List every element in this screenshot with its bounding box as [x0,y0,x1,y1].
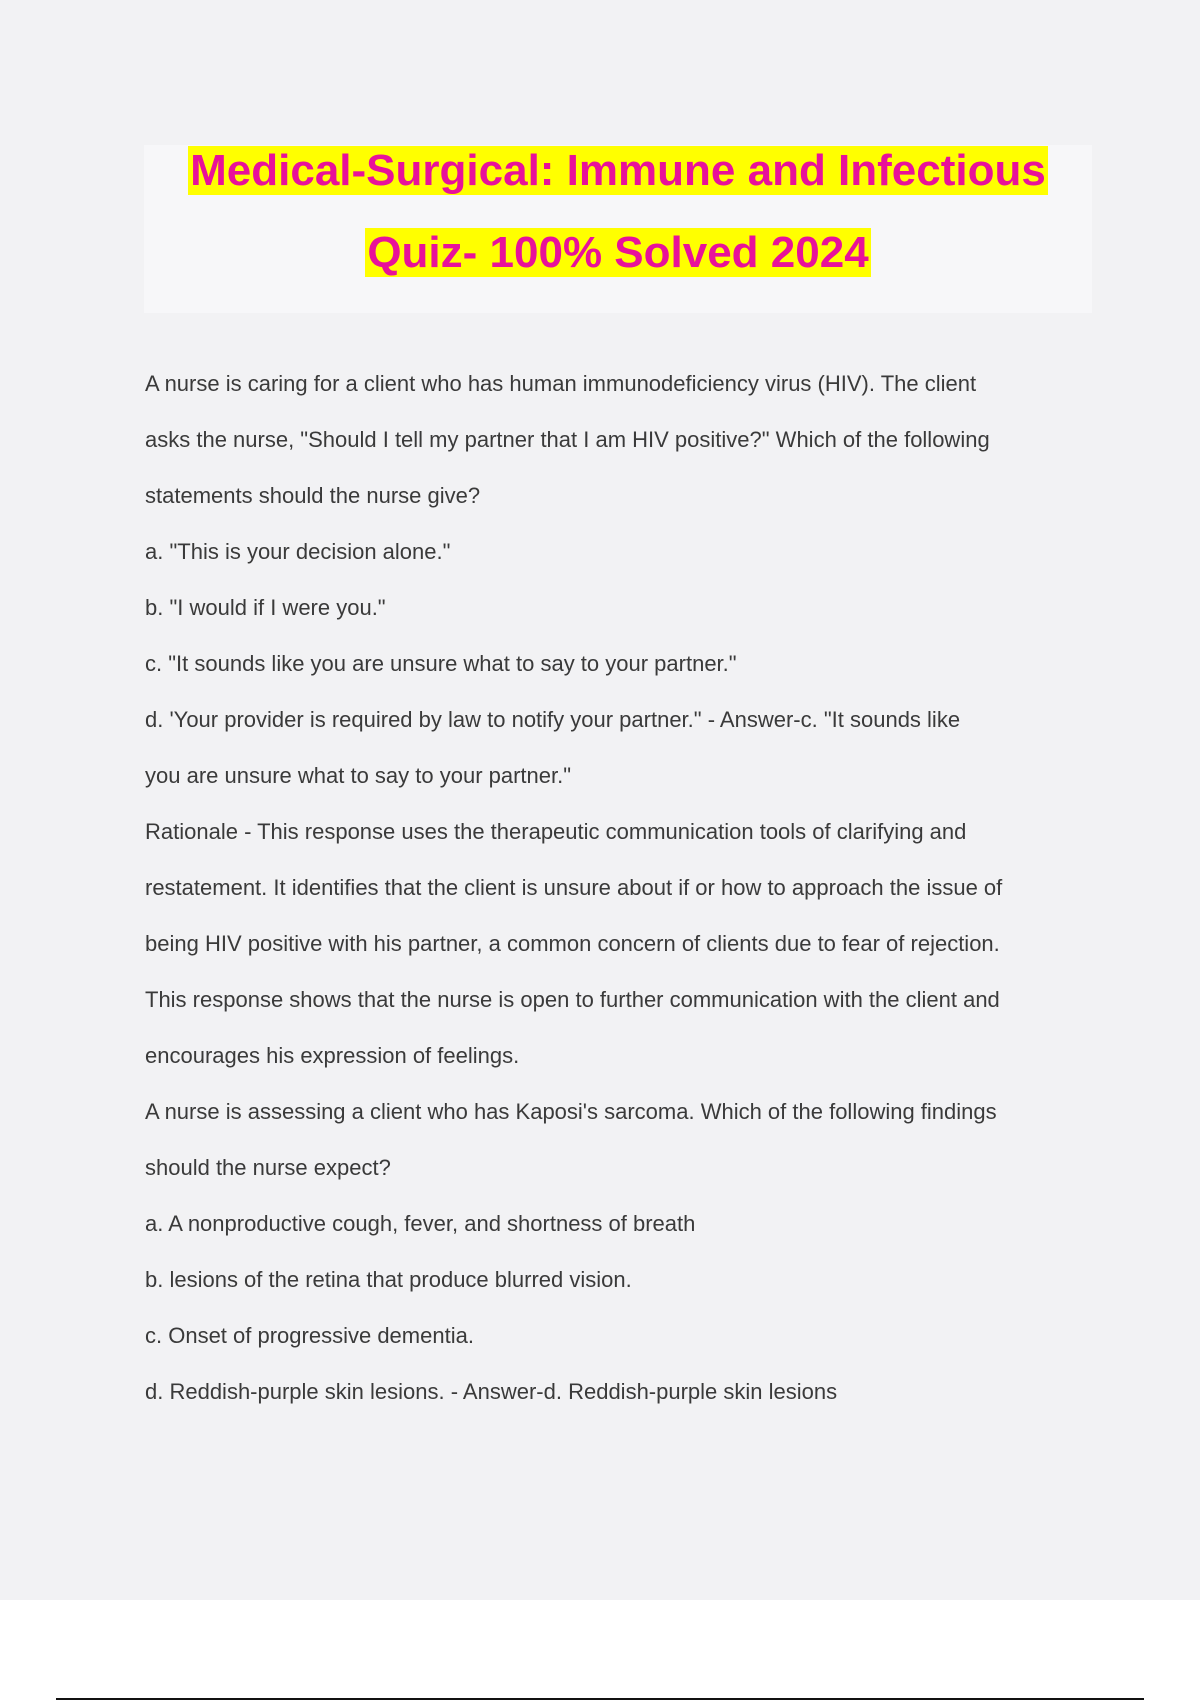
option-line: b. "I would if I were you." [145,595,386,620]
rationale-line: Rationale - This response uses the therapeutic communication tools of clarifying and [145,819,967,844]
body-line: asks the nurse, "Should I tell my partner that I am HIV positive?" Which of the following [145,427,990,452]
answer-line: you are unsure what to say to your partner." [145,763,572,788]
option-line: d. Reddish-purple skin lesions. - Answer-d. Reddish-purple skin lesions [145,1379,838,1404]
option-line: c. Onset of progressive dementia. [145,1323,474,1348]
option-line: d. 'Your provider is required by law to notify your partner." - Answer-c. "It sounds like [145,707,961,732]
option-line: a. "This is your decision alone." [145,539,451,564]
body-line: statements should the nurse give? [145,483,481,508]
rationale-line: encourages his expression of feelings. [145,1043,520,1068]
title-text-2: Quiz- 100% Solved 2024 [367,228,869,277]
title-text-1: Medical-Surgical: Immune and Infectious [190,146,1046,195]
body-line: should the nurse expect? [145,1155,391,1180]
option-line: b. lesions of the retina that produce blurred vision. [145,1267,632,1292]
document-title-line-2 [144,227,1092,279]
option-line: a. A nonproductive cough, fever, and shortness of breath [145,1211,696,1236]
rationale-line: This response shows that the nurse is open to further communication with the client and [145,987,1000,1012]
option-line: c. "It sounds like you are unsure what to say to your partner." [145,651,737,676]
rationale-line: restatement. It identifies that the client is unsure about if or how to approach the issue of [145,875,1003,900]
rationale-line: being HIV positive with his partner, a common concern of clients due to fear of rejection. [145,931,1000,956]
body-line: A nurse is assessing a client who has Kaposi's sarcoma. Which of the following findings [145,1099,997,1124]
document-body [145,356,1100,1420]
body-line: A nurse is caring for a client who has human immunodeficiency virus (HIV). The client [145,371,977,396]
title-box [144,145,1092,313]
document-title-line-1 [144,145,1092,197]
